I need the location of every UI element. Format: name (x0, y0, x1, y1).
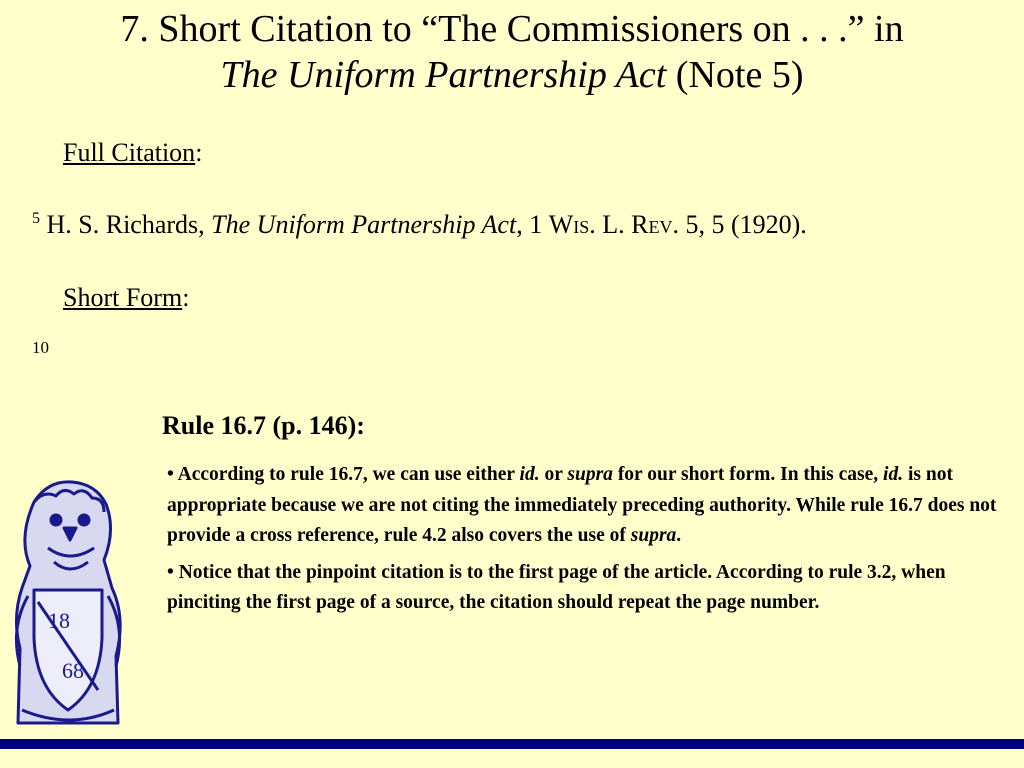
full-citation-heading (63, 138, 202, 168)
bottom-divider (0, 739, 1024, 749)
citation-journal: Wis. L. Rev. (548, 210, 679, 239)
bullet-item-2: • Notice that the pinpoint citation is to the first page of the article. According to rule 3.2, when pinciting the first page of a source, the citation should repeat the page number. (167, 561, 946, 613)
citation-author: H. S. Richards, (40, 210, 212, 239)
title-line-2 (0, 52, 1024, 98)
bullet-1-text-d: is not appropriate because we are not citing the immediately preceding authority. While rule 16.7 does not provide a cross reference, rule 4.2 also covers the use of (167, 464, 997, 546)
full-citation-colon: : (195, 138, 203, 167)
rule-heading: Rule 16.7 (p. 146): (162, 411, 365, 440)
footnote-number-10: 10 (32, 338, 49, 357)
bullet-item-1 (167, 460, 1012, 552)
seal-left-eye (51, 515, 61, 525)
bullet-1-supra-2: supra (630, 525, 677, 546)
footnote-number-5: 5 (32, 210, 40, 227)
seal-inscription-bottom: 68 (62, 658, 84, 683)
short-form-label: Short Form (63, 283, 183, 312)
bullet-1-text-a: • According to rule 16.7, we can use either (167, 464, 520, 485)
slide-title (0, 6, 1024, 98)
bullet-1-text-b: or (539, 464, 568, 485)
bullet-1-id-2: id. (883, 464, 904, 485)
bullet-1-supra: supra (567, 464, 613, 485)
rule-explanation (167, 460, 1012, 625)
title-line-1: 7. Short Citation to “The Commissioners on . . .” in (120, 8, 904, 50)
bullet-1-text-c: for our short form. In this case, (612, 464, 884, 485)
seal-right-eye (79, 515, 89, 525)
bullet-1-text-e: . (676, 525, 682, 546)
seal-inscription-top: 18 (48, 608, 70, 633)
title-note: (Note 5) (666, 54, 804, 96)
title-work-name: The Uniform Partnership Act (220, 54, 667, 96)
short-form-colon: : (182, 283, 190, 312)
lion-seal-icon (4, 478, 130, 728)
short-form-heading (63, 283, 189, 313)
citation-volume: , 1 (516, 210, 549, 239)
full-citation-label: Full Citation (63, 138, 196, 167)
bullet-1-id: id. (519, 464, 540, 485)
citation-work-title: The Uniform Partnership Act (211, 210, 517, 239)
citation-pages: 5, 5 (1920). (678, 210, 807, 239)
full-citation-text (32, 193, 1000, 251)
